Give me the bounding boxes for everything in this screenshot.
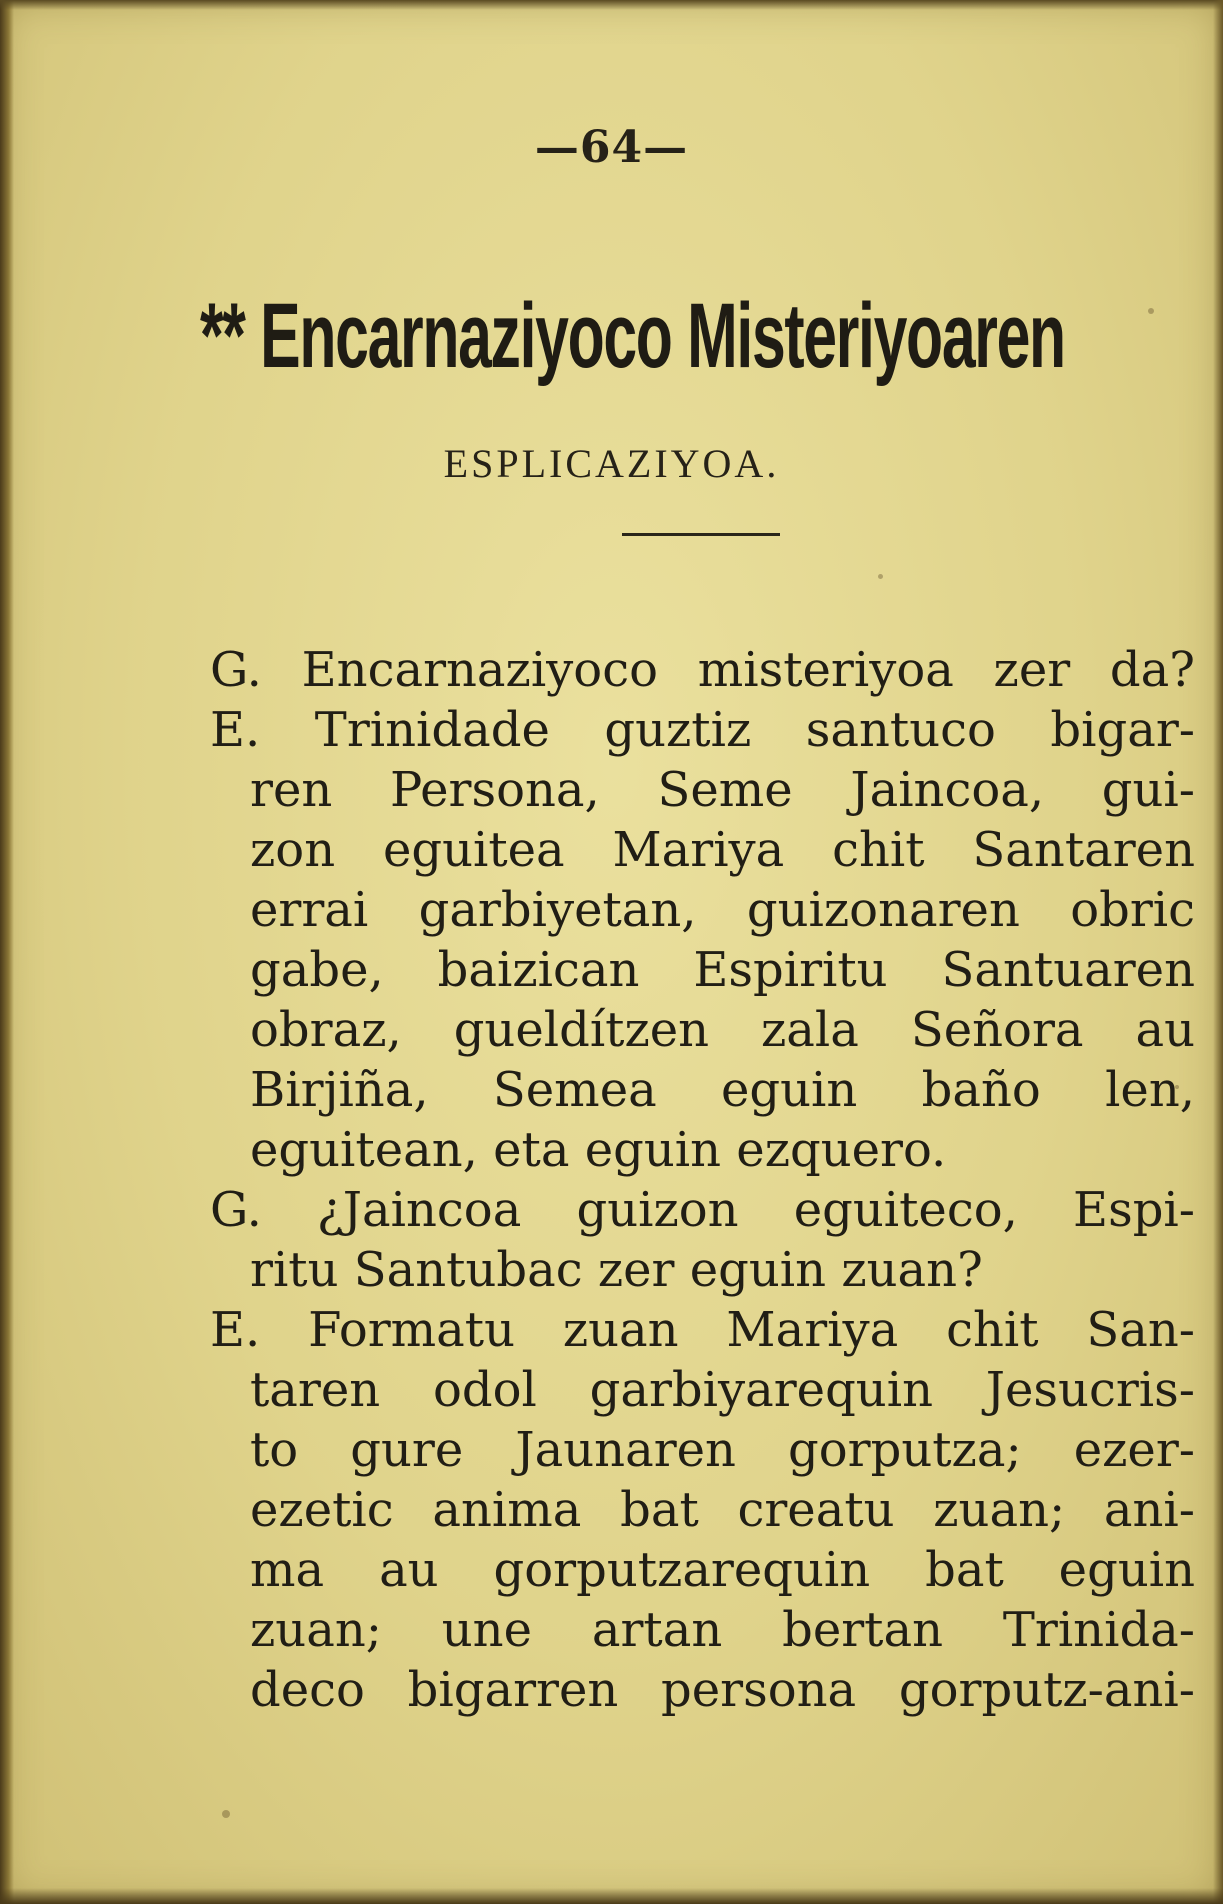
text-line: gabe, baizican Espiritu Santuaren <box>250 942 1195 998</box>
paper-speck <box>878 574 883 579</box>
text-line: G. Encarnaziyoco misteriyoa zer da? <box>210 642 1195 698</box>
paper-speck <box>1148 308 1154 314</box>
page-left-edge <box>0 0 14 1904</box>
text-line: ezetic anima bat creatu zuan; ani- <box>250 1482 1195 1538</box>
page-right-edge <box>1213 0 1223 1904</box>
paper-speck <box>222 1810 230 1818</box>
text-line: G. ¿Jaincoa guizon eguiteco, Espi- <box>210 1182 1195 1238</box>
page-number: —64— <box>534 122 689 173</box>
text-line: deco bigarren persona gorputz-ani- <box>250 1662 1195 1718</box>
text-line: taren odol garbiyarequin Jesucris- <box>250 1362 1195 1418</box>
text-line: ren Persona, Seme Jaincoa, gui- <box>250 762 1195 818</box>
page-title: ** Encarnaziyoco Misteriyoaren <box>200 285 1065 387</box>
text-line: ritu Santubac zer eguin zuan? <box>250 1242 983 1298</box>
text-line: E. Trinidade guztiz santuco bigar- <box>210 702 1195 758</box>
text-line: zon eguitea Mariya chit Santaren <box>250 822 1195 878</box>
title-divider <box>622 533 780 536</box>
text-line: E. Formatu zuan Mariya chit San- <box>210 1302 1195 1358</box>
text-line: ma au gorputzarequin bat eguin <box>250 1542 1195 1598</box>
text-line: to gure Jaunaren gorputza; ezer- <box>250 1422 1195 1478</box>
page-subtitle: ESPLICAZIYOA. <box>443 441 780 486</box>
text-line: errai garbiyetan, guizonaren obric <box>250 882 1195 938</box>
text-line: zuan; une artan bertan Trinida- <box>250 1602 1195 1658</box>
page-bottom-edge <box>0 1888 1223 1904</box>
body-text <box>210 640 1195 1720</box>
text-line: eguitean, eta eguin ezquero. <box>250 1122 947 1178</box>
text-line: obraz, gueldítzen zala Señora au <box>250 1002 1195 1058</box>
text-line: Birjiña, Semea eguin baño len, <box>250 1062 1195 1118</box>
page-top-edge <box>0 0 1223 10</box>
